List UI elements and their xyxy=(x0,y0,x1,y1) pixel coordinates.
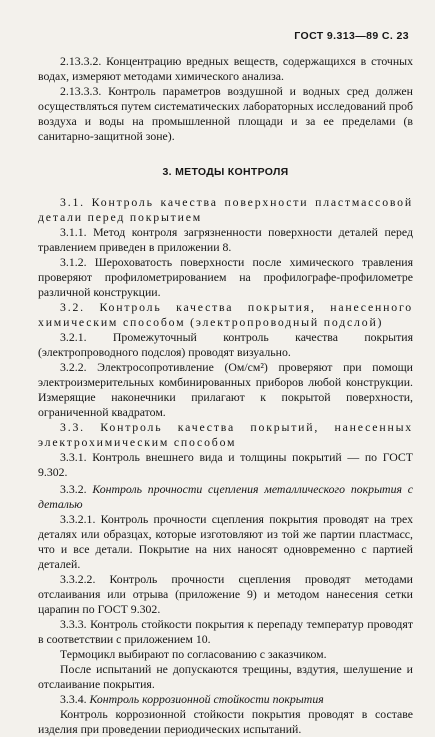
paragraph-title: Контроль прочности сцепления металлического покрытия с деталью xyxy=(38,482,413,511)
paragraph-number: 3.3.4. xyxy=(60,692,87,706)
paragraph-3-3-3: 3.3.3. Контроль стойкости покрытия к перепаду температур проводят в соответствии с приложением 10. xyxy=(38,617,413,646)
paragraph-thermocycle: Термоцикл выбирают по согласованию с заказчиком. xyxy=(60,647,327,661)
paragraph-3-3: 3.3. Контроль качества покрытий, нанесенных электрохимическим способом xyxy=(38,420,413,449)
section-heading: 3. МЕТОДЫ КОНТРОЛЯ xyxy=(162,166,289,178)
paragraph-3-3-2-2: 3.3.2.2. Контроль прочности сцепления проводят методами отслаивания или отрыва (приложение 9) и методом нанесения сетки царапин по ГОСТ 9.302. xyxy=(38,572,413,616)
paragraph-after-tests: После испытаний не допускаются трещины, вздутия, шелушение и отслаивание покрытия. xyxy=(38,662,413,691)
paragraph-3-1-1: 3.1.1. Метод контроля загрязненности поверхности деталей перед травлением приведен в приложении 8. xyxy=(38,225,413,254)
paragraph-3-3-2 xyxy=(38,482,413,512)
document-body xyxy=(38,54,413,737)
paragraph-3-1: 3.1. Контроль качества поверхности пластмассовой детали перед покрытием xyxy=(38,195,413,224)
paragraph-3-3-1: 3.3.1. Контроль внешнего вида и толщины покрытий — по ГОСТ 9.302. xyxy=(38,450,413,479)
paragraph-2-13-3-3: 2.13.3.3. Контроль параметров воздушной и водных сред должен осуществляться путем систематических лабораторных исследований проб воздуха и воды на промышленной площади и за ее пределами (в санитарно-защитной зоне). xyxy=(38,84,413,143)
paragraph-title: Контроль коррозионной стойкости покрытия xyxy=(89,692,324,706)
paragraph-3-1-2: 3.1.2. Шероховатость поверхности после химического травления проверяют профилометрированием на профилографе-профилометре различной конструкции. xyxy=(38,255,413,299)
paragraph-corrosion-control: Контроль коррозионной стойкости покрытия проводят в составе изделия при проведении периодических испытаний. xyxy=(38,707,413,736)
paragraph-3-2: 3.2. Контроль качества покрытия, нанесенного химическим способом (электропроводный подслой) xyxy=(38,300,413,329)
paragraph-number: 3.3.2. xyxy=(60,482,87,496)
paragraph-3-3-2-1: 3.3.2.1. Контроль прочности сцепления покрытия проводят на трех деталях или образцах, которые изготовляют из той же партии пластмасс, что и все детали. Покрытие на них наносят одновременно с партией деталей. xyxy=(38,512,413,571)
paragraph-3-2-2: 3.2.2. Электросопротивление (Ом/см²) проверяют при помощи электроизмерительных комбинированных приборов любой конструкции. Измерящие наконечники прилагают к покрытой поверхности, ограниченной квадратом. xyxy=(38,360,413,419)
paragraph-3-2-1: 3.2.1. Промежуточный контроль качества покрытия (электропроводного подслоя) проводят визуально. xyxy=(38,330,413,359)
paragraph-2-13-3-2: 2.13.3.2. Концентрацию вредных веществ, содержащихся в сточных водах, измеряют методами химического анализа. xyxy=(38,54,413,83)
paragraph-3-3-4 xyxy=(38,692,413,707)
page-header: ГОСТ 9.313—89 С. 23 xyxy=(294,30,409,42)
